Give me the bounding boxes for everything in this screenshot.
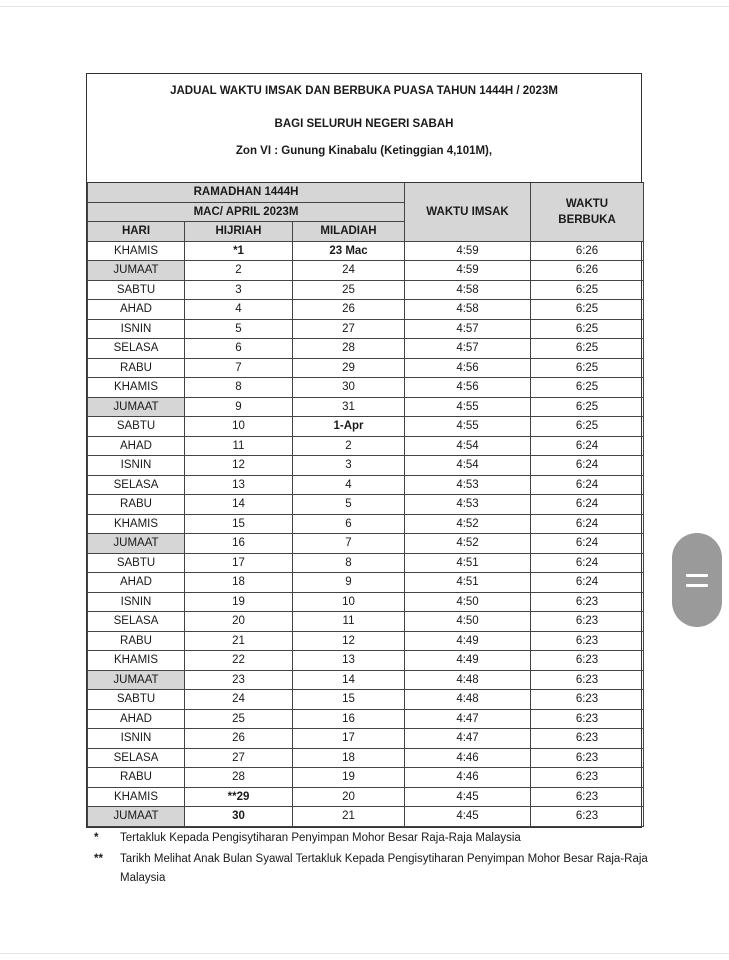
cell-imsak: 4:49 xyxy=(405,631,531,651)
schedule-table xyxy=(87,182,644,827)
cell-imsak: 4:53 xyxy=(405,495,531,515)
cell-imsak: 4:48 xyxy=(405,670,531,690)
cell-hijriah: 19 xyxy=(185,592,293,612)
cell-miladiah: 30 xyxy=(293,378,405,398)
ramadhan-header: RAMADHAN 1444H xyxy=(88,183,405,203)
cell-miladiah: 10 xyxy=(293,592,405,612)
cell-hari: ISNIN xyxy=(88,729,185,749)
top-divider xyxy=(0,6,729,7)
zone-label: Zon VI : Gunung Kinabalu (Ketinggian 4,101M), xyxy=(235,145,493,157)
cell-miladiah: 19 xyxy=(293,768,405,788)
document-title: JADUAL WAKTU IMSAK DAN BERBUKA PUASA TAHUN 1444H / 2023M xyxy=(170,85,558,97)
table-row xyxy=(88,495,644,515)
cell-imsak: 4:59 xyxy=(405,261,531,281)
cell-hari: KHAMIS xyxy=(88,651,185,671)
cell-miladiah: 29 xyxy=(293,358,405,378)
cell-hijriah: 15 xyxy=(185,514,293,534)
cell-berbuka: 6:23 xyxy=(531,612,644,632)
cell-hijriah: 24 xyxy=(185,690,293,710)
cell-hari: SELASA xyxy=(88,612,185,632)
footnote-1 xyxy=(94,829,654,848)
cell-berbuka: 6:24 xyxy=(531,573,644,593)
cell-berbuka: 6:25 xyxy=(531,417,644,437)
cell-imsak: 4:47 xyxy=(405,729,531,749)
cell-hijriah: 21 xyxy=(185,631,293,651)
table-row xyxy=(88,397,644,417)
cell-berbuka: 6:25 xyxy=(531,300,644,320)
cell-miladiah: 1-Apr xyxy=(293,417,405,437)
cell-berbuka: 6:23 xyxy=(531,748,644,768)
cell-berbuka: 6:24 xyxy=(531,514,644,534)
footnote-mark: ** xyxy=(94,853,103,865)
cell-hari: SABTU xyxy=(88,690,185,710)
table-row xyxy=(88,573,644,593)
table-row xyxy=(88,768,644,788)
document-subtitle: BAGI SELURUH NEGERI SABAH xyxy=(274,118,454,130)
cell-imsak: 4:50 xyxy=(405,612,531,632)
cell-miladiah: 13 xyxy=(293,651,405,671)
cell-hijriah: 10 xyxy=(185,417,293,437)
table-row xyxy=(88,748,644,768)
footnote-mark: * xyxy=(94,832,99,844)
cell-miladiah: 18 xyxy=(293,748,405,768)
cell-imsak: 4:45 xyxy=(405,807,531,827)
cell-miladiah: 28 xyxy=(293,339,405,359)
cell-berbuka: 6:25 xyxy=(531,358,644,378)
table-row xyxy=(88,807,644,827)
cell-hijriah: 26 xyxy=(185,729,293,749)
cell-berbuka: 6:23 xyxy=(531,631,644,651)
table-row xyxy=(88,417,644,437)
cell-hari: AHAD xyxy=(88,573,185,593)
cell-hari: SELASA xyxy=(88,475,185,495)
cell-miladiah: 11 xyxy=(293,612,405,632)
table-row xyxy=(88,592,644,612)
cell-berbuka: 6:24 xyxy=(531,456,644,476)
cell-hari: RABU xyxy=(88,358,185,378)
cell-hijriah: 9 xyxy=(185,397,293,417)
cell-miladiah: 2 xyxy=(293,436,405,456)
cell-hari: JUMAAT xyxy=(88,534,185,554)
cell-hari: ISNIN xyxy=(88,592,185,612)
cell-imsak: 4:53 xyxy=(405,475,531,495)
cell-hijriah: 28 xyxy=(185,768,293,788)
cell-miladiah: 16 xyxy=(293,709,405,729)
table-row xyxy=(88,378,644,398)
cell-imsak: 4:54 xyxy=(405,456,531,476)
table-row xyxy=(88,241,644,261)
cell-hijriah: *1 xyxy=(185,241,293,261)
cell-imsak: 4:52 xyxy=(405,534,531,554)
table-row xyxy=(88,456,644,476)
cell-hijriah: 7 xyxy=(185,358,293,378)
cell-hijriah: 8 xyxy=(185,378,293,398)
cell-berbuka: 6:24 xyxy=(531,495,644,515)
cell-hijriah: 4 xyxy=(185,300,293,320)
cell-hijriah: 16 xyxy=(185,534,293,554)
table-row xyxy=(88,319,644,339)
scroll-handle[interactable] xyxy=(672,533,722,627)
cell-hijriah: 18 xyxy=(185,573,293,593)
title-block xyxy=(87,74,641,182)
cell-miladiah: 6 xyxy=(293,514,405,534)
cell-berbuka: 6:23 xyxy=(531,807,644,827)
cell-imsak: 4:47 xyxy=(405,709,531,729)
cell-imsak: 4:57 xyxy=(405,339,531,359)
cell-hijriah: 12 xyxy=(185,456,293,476)
table-row xyxy=(88,787,644,807)
cell-hijriah: 2 xyxy=(185,261,293,281)
cell-berbuka: 6:23 xyxy=(531,768,644,788)
footnotes xyxy=(94,829,654,888)
cell-miladiah: 21 xyxy=(293,807,405,827)
berbuka-header: WAKTU BERBUKA xyxy=(531,183,644,242)
cell-hijriah: 3 xyxy=(185,280,293,300)
table-row xyxy=(88,729,644,749)
cell-hari: JUMAAT xyxy=(88,670,185,690)
cell-hijriah: **29 xyxy=(185,787,293,807)
cell-miladiah: 15 xyxy=(293,690,405,710)
cell-hijriah: 6 xyxy=(185,339,293,359)
miladiah-header: MILADIAH xyxy=(293,222,405,242)
table-row xyxy=(88,300,644,320)
cell-miladiah: 23 Mac xyxy=(293,241,405,261)
cell-hari: SELASA xyxy=(88,339,185,359)
footnote-text: Tarikh Melihat Anak Bulan Syawal Tertakluk Kepada Pengisytiharan Penyimpan Mohor Besar Raja-Raja Malaysia xyxy=(120,853,648,884)
footnote-2 xyxy=(94,850,654,888)
imsak-header: WAKTU IMSAK xyxy=(405,183,531,242)
cell-hijriah: 14 xyxy=(185,495,293,515)
cell-hari: SELASA xyxy=(88,748,185,768)
table-row xyxy=(88,436,644,456)
cell-hari: JUMAAT xyxy=(88,397,185,417)
cell-hari: SABTU xyxy=(88,553,185,573)
months-header: MAC/ APRIL 2023M xyxy=(88,202,405,222)
cell-berbuka: 6:23 xyxy=(531,787,644,807)
table-row xyxy=(88,514,644,534)
cell-hari: KHAMIS xyxy=(88,514,185,534)
cell-miladiah: 12 xyxy=(293,631,405,651)
cell-hari: ISNIN xyxy=(88,456,185,476)
bottom-divider xyxy=(0,953,729,954)
table-row xyxy=(88,339,644,359)
cell-berbuka: 6:25 xyxy=(531,397,644,417)
footnote-text: Tertakluk Kepada Pengisytiharan Penyimpan Mohor Besar Raja-Raja Malaysia xyxy=(120,832,521,844)
cell-hari: JUMAAT xyxy=(88,261,185,281)
cell-berbuka: 6:24 xyxy=(531,553,644,573)
cell-imsak: 4:45 xyxy=(405,787,531,807)
cell-hijriah: 17 xyxy=(185,553,293,573)
cell-miladiah: 26 xyxy=(293,300,405,320)
hari-header: HARI xyxy=(88,222,185,242)
cell-hari: KHAMIS xyxy=(88,378,185,398)
cell-hijriah: 25 xyxy=(185,709,293,729)
cell-imsak: 4:55 xyxy=(405,417,531,437)
cell-hari: SABTU xyxy=(88,280,185,300)
table-row xyxy=(88,709,644,729)
cell-imsak: 4:52 xyxy=(405,514,531,534)
cell-imsak: 4:48 xyxy=(405,690,531,710)
cell-berbuka: 6:23 xyxy=(531,709,644,729)
cell-imsak: 4:57 xyxy=(405,319,531,339)
cell-hari: SABTU xyxy=(88,417,185,437)
cell-hijriah: 5 xyxy=(185,319,293,339)
cell-hari: AHAD xyxy=(88,300,185,320)
cell-miladiah: 27 xyxy=(293,319,405,339)
cell-miladiah: 4 xyxy=(293,475,405,495)
cell-imsak: 4:56 xyxy=(405,358,531,378)
cell-berbuka: 6:25 xyxy=(531,378,644,398)
cell-miladiah: 14 xyxy=(293,670,405,690)
hijriah-header: HIJRIAH xyxy=(185,222,293,242)
cell-berbuka: 6:24 xyxy=(531,436,644,456)
cell-imsak: 4:54 xyxy=(405,436,531,456)
cell-berbuka: 6:26 xyxy=(531,241,644,261)
cell-hari: KHAMIS xyxy=(88,241,185,261)
cell-berbuka: 6:25 xyxy=(531,280,644,300)
table-row xyxy=(88,261,644,281)
cell-berbuka: 6:26 xyxy=(531,261,644,281)
cell-imsak: 4:51 xyxy=(405,573,531,593)
schedule-document xyxy=(86,73,642,828)
cell-imsak: 4:58 xyxy=(405,280,531,300)
schedule-rows xyxy=(88,241,644,826)
cell-imsak: 4:58 xyxy=(405,300,531,320)
cell-imsak: 4:46 xyxy=(405,748,531,768)
cell-hari: ISNIN xyxy=(88,319,185,339)
cell-imsak: 4:56 xyxy=(405,378,531,398)
cell-miladiah: 31 xyxy=(293,397,405,417)
cell-hari: RABU xyxy=(88,768,185,788)
cell-miladiah: 20 xyxy=(293,787,405,807)
cell-miladiah: 24 xyxy=(293,261,405,281)
table-row xyxy=(88,651,644,671)
cell-imsak: 4:50 xyxy=(405,592,531,612)
cell-hijriah: 11 xyxy=(185,436,293,456)
cell-hijriah: 30 xyxy=(185,807,293,827)
cell-berbuka: 6:25 xyxy=(531,319,644,339)
cell-berbuka: 6:24 xyxy=(531,475,644,495)
cell-miladiah: 25 xyxy=(293,280,405,300)
table-row xyxy=(88,534,644,554)
table-row xyxy=(88,670,644,690)
cell-imsak: 4:55 xyxy=(405,397,531,417)
cell-hari: RABU xyxy=(88,631,185,651)
cell-hijriah: 22 xyxy=(185,651,293,671)
table-row xyxy=(88,358,644,378)
cell-hijriah: 27 xyxy=(185,748,293,768)
cell-berbuka: 6:23 xyxy=(531,592,644,612)
cell-hijriah: 20 xyxy=(185,612,293,632)
cell-hijriah: 13 xyxy=(185,475,293,495)
table-row xyxy=(88,553,644,573)
cell-hari: AHAD xyxy=(88,436,185,456)
cell-hari: RABU xyxy=(88,495,185,515)
cell-hari: KHAMIS xyxy=(88,787,185,807)
cell-imsak: 4:51 xyxy=(405,553,531,573)
cell-imsak: 4:59 xyxy=(405,241,531,261)
table-row xyxy=(88,280,644,300)
cell-berbuka: 6:25 xyxy=(531,339,644,359)
cell-berbuka: 6:23 xyxy=(531,690,644,710)
cell-miladiah: 9 xyxy=(293,573,405,593)
table-row xyxy=(88,475,644,495)
cell-miladiah: 17 xyxy=(293,729,405,749)
table-row xyxy=(88,690,644,710)
cell-imsak: 4:46 xyxy=(405,768,531,788)
cell-berbuka: 6:23 xyxy=(531,670,644,690)
cell-berbuka: 6:24 xyxy=(531,534,644,554)
cell-miladiah: 7 xyxy=(293,534,405,554)
cell-berbuka: 6:23 xyxy=(531,651,644,671)
cell-miladiah: 5 xyxy=(293,495,405,515)
cell-imsak: 4:49 xyxy=(405,651,531,671)
cell-hijriah: 23 xyxy=(185,670,293,690)
table-row xyxy=(88,631,644,651)
cell-hari: AHAD xyxy=(88,709,185,729)
cell-berbuka: 6:23 xyxy=(531,729,644,749)
cell-hari: JUMAAT xyxy=(88,807,185,827)
cell-miladiah: 3 xyxy=(293,456,405,476)
table-row xyxy=(88,612,644,632)
cell-miladiah: 8 xyxy=(293,553,405,573)
